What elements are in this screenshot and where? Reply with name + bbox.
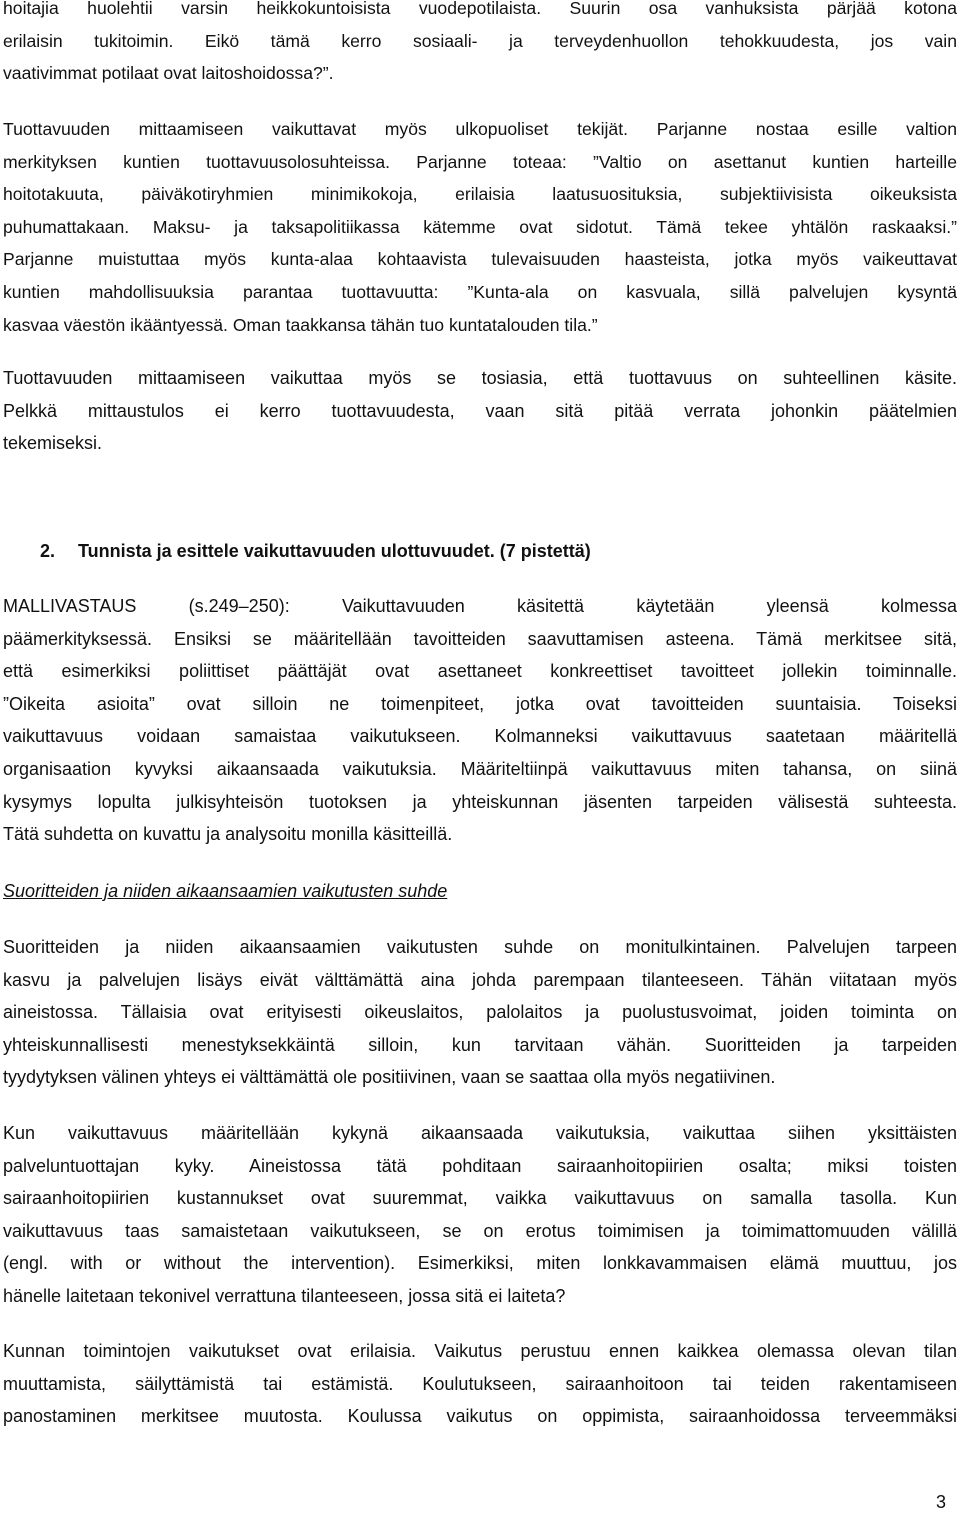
section-heading [40, 537, 591, 565]
text-line: panostaminen merkitsee muutosta. Koulussa vaikutus on oppimista, sairaanhoidossa terveemmäksi [3, 1406, 957, 1427]
text-line: kysymys lopulta julkisyhteisön tuotoksen ja yhteiskunnan jäsenten tarpeiden välisestä suhteesta. [3, 791, 957, 812]
text-line: tyydytyksen välinen yhteys ei välttämättä ole positiivinen, vaan se saattaa olla myös negatiivinen. [3, 1067, 776, 1088]
text-line: hoitajia huolehtii varsin heikkokuntoisista vuodepotilaista. Suurin osa vanhuksista pärjää kotona [3, 0, 957, 18]
section-title: Tunnista ja esittele vaikuttavuuden ulottuvuudet. (7 pistettä) [78, 541, 591, 561]
paragraph-external-factors [3, 113, 957, 341]
paragraph-output-effect [3, 931, 957, 1094]
text-line: päämerkityksessä. Ensiksi se määritellään tavoitteiden saavuttamisen asteena. Tämä merkitsee sitä, [3, 628, 957, 649]
text-line: Tuottavuuden mittaamiseen vaikuttaa myös se tosiasia, että tuottavuus on suhteellinen käsite. [3, 368, 957, 388]
text-line: vaikuttavuus voidaan samaistaa vaikutukseen. Kolmanneksi vaikuttavuus saatetaan määritellä [3, 726, 957, 747]
subheading: Suoritteiden ja niiden aikaansaamien vaikutusten suhde [3, 881, 448, 901]
text-line: vaativimmat potilaat ovat laitoshoidossa?”. [3, 63, 334, 84]
text-line: puhumattakaan. Maksu- ja taksapolitiikassa kätemme ovat sidotut. Tämä tekee yhtälön raskaaksi.” [3, 216, 957, 237]
text-line: Parjanne muistuttaa myös kunta-alaa kohtaavista tulevaisuuden haasteista, jotka myös vaikeuttavat [3, 249, 957, 270]
text-line: tekemiseksi. [3, 433, 103, 454]
text-line: kuntien mahdollisuuksia parantaa tuottavuutta: ”Kunta-ala on kasvuala, sillä palvelujen kysyntä [3, 281, 957, 302]
text-line: muuttamista, säilyttämistä tai estämistä. Koulutukseen, sairaanhoitoon tai teiden rakentamiseen [3, 1373, 957, 1394]
paragraph-intro-continued [3, 0, 957, 90]
text-line: MALLIVASTAUS (s.249–250): Vaikuttavuuden käsitettä käytetään yleensä kolmessa [3, 596, 957, 616]
text-line: Suoritteiden ja niiden aikaansaamien vaikutusten suhde on monitulkintainen. Palvelujen tarpeen [3, 937, 957, 957]
text-line: että esimerkiksi poliittiset päättäjät ovat asettaneet konkreettiset tavoitteet jollekin toiminnalle. [3, 661, 957, 682]
text-line: ”Oikeita asioita” ovat silloin ne toimenpiteet, jotka ovat tavoitteiden suuntaisia. Toiseksi [3, 693, 957, 714]
paragraph-model-answer [3, 590, 957, 851]
text-line: hänelle laitetaan tekonivel verrattuna tilanteeseen, jossa sitä ei laiteta? [3, 1285, 566, 1306]
text-line: (engl. with or without the intervention). Esimerkiksi, miten lonkkavammaisen elämä muuttuu, jos [3, 1253, 957, 1274]
text-line: Pelkkä mittaustulos ei kerro tuottavuudesta, vaan sitä pitää verrata johonkin päätelmien [3, 400, 957, 421]
text-line: erilaisin tukitoimin. Eikö tämä kerro sosiaali- ja terveydenhuollon tehokkuudesta, jos vain [3, 30, 957, 51]
text-line: hoitotakuuta, päiväkotiryhmien minimikokoja, erilaisia laatusuosituksia, subjektiivisista oikeuksista [3, 184, 957, 205]
section-number: 2. [40, 541, 56, 561]
text-line: vaikuttavuus taas samaistetaan vaikutukseen, se on erotus toimimisen ja toimimattomuuden välillä [3, 1220, 957, 1241]
text-line: sairaanhoitopiirien kustannukset ovat suuremmat, vaikka vaikuttavuus on samalla tasolla. Kun [3, 1188, 957, 1209]
text-line: merkityksen kuntien tuottavuusolosuhteissa. Parjanne toteaa: ”Valtio on asettanut kuntien harteille [3, 151, 957, 172]
text-line: aineistossa. Tällaisia ovat erityisesti oikeuslaitos, palolaitos ja puolustusvoimat, joiden toiminta on [3, 1002, 957, 1023]
text-line: Kun vaikuttavuus määritellään kykynä aikaansaada vaikutuksia, vaikuttaa siihen yksittäisten [3, 1123, 957, 1143]
text-line: Kunnan toimintojen vaikutukset ovat erilaisia. Vaikutus perustuu ennen kaikkea olemassa olevan tilan [3, 1341, 957, 1361]
paragraph-relative-concept [3, 362, 957, 460]
paragraph-capability [3, 1117, 957, 1313]
text-line: palveluntuottajan kyky. Aineistossa tätä pohditaan sairaanhoitopiirien osalta; miksi toisten [3, 1155, 957, 1176]
text-line: yhteiskunnallisesti menestyksekkäintä silloin, kun tarvitaan vähän. Suoritteiden ja tarpeiden [3, 1034, 957, 1055]
text-line: kasvaa väestön ikääntyessä. Oman taakkansa tähän tuo kuntatalouden tila.” [3, 314, 598, 335]
text-line: kasvu ja palvelujen lisäys eivät välttämättä aina johda parempaan tilanteeseen. Tähän viitataan myös [3, 969, 957, 990]
text-line: Tätä suhdetta on kuvattu ja analysoitu monilla käsitteillä. [3, 824, 453, 845]
page-number: 3 [936, 1492, 947, 1512]
text-line: organisaation kyvyksi aikaansaada vaikutuksia. Määriteltiinpä vaikuttavuus miten tahansa, on siinä [3, 758, 957, 779]
text-line: Tuottavuuden mittaamiseen vaikuttavat myös ulkopuoliset tekijät. Parjanne nostaa esille valtion [3, 119, 957, 139]
paragraph-municipal-effects [3, 1335, 957, 1433]
